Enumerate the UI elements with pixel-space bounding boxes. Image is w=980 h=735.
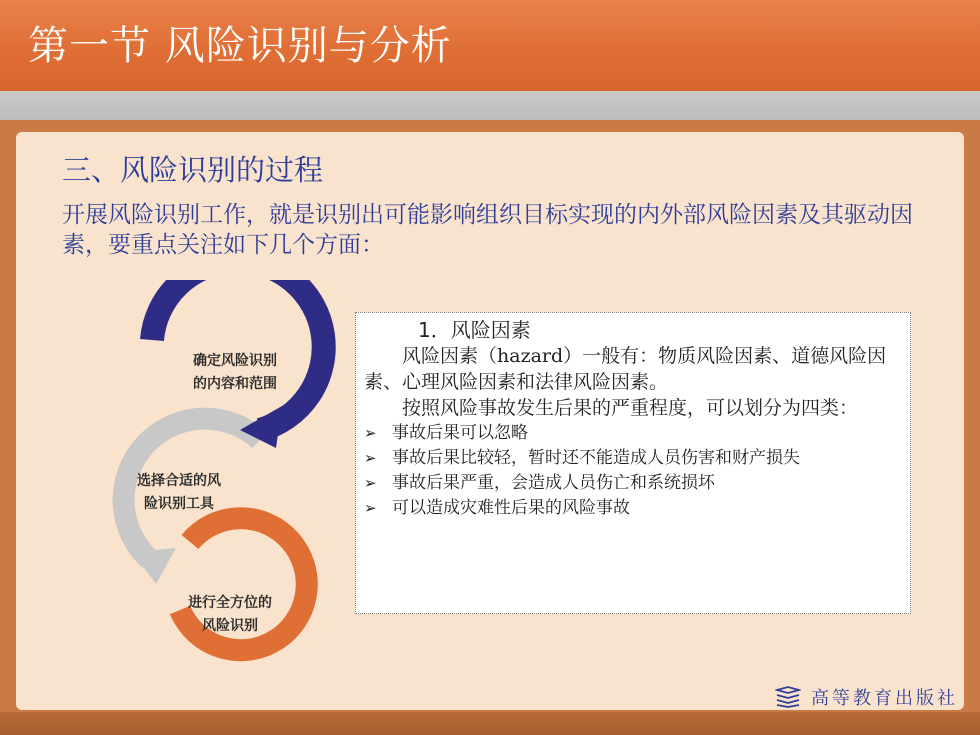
arrow-bullet-icon: ➢ <box>364 499 377 517</box>
footer-band <box>0 712 980 735</box>
slide-title: 第一节 风险识别与分析 <box>28 23 452 69</box>
publisher-name: 高等教育出版社 <box>811 688 958 709</box>
publisher-mark <box>775 684 958 710</box>
textbox-paragraph-1: 风险因素（hazard）一般有：物质风险因素、道德风险因素、心理风险因素和法律风险因素。 <box>364 345 887 393</box>
arrow-bullet-icon: ➢ <box>364 424 377 442</box>
intro-paragraph: 开展风险识别工作，就是识别出可能影响组织目标实现的内外部风险因素及其驱动因素，要重点关注如下几个方面： <box>62 202 913 258</box>
risk-factor-textbox <box>355 312 911 614</box>
textbox-title: 1．风险因素 <box>418 318 531 342</box>
textbox-paragraph-2: 按照风险事故发生后果的严重程度，可以划分为四类： <box>402 397 859 419</box>
divider-band <box>0 91 980 120</box>
title-bar <box>0 0 980 91</box>
list-item: ➢ 事故后果严重，会造成人员伤亡和系统损坏 <box>364 471 904 496</box>
list-item: ➢ 可以造成灾难性后果的风险事故 <box>364 496 904 521</box>
step-1-label: 确定风险识别 的内容和范围 <box>193 353 277 392</box>
book-stack-icon <box>775 686 801 708</box>
cycle-arrowhead-2 <box>132 548 176 584</box>
list-item: ➢ 事故后果比较轻，暂时还不能造成人员伤害和财产损失 <box>364 446 904 471</box>
list-item: ➢ 事故后果可以忽略 <box>364 421 904 446</box>
arrow-bullet-icon: ➢ <box>364 449 377 467</box>
step-2-label: 选择合适的风 险识别工具 <box>137 473 221 512</box>
section-heading: 三、风险识别的过程 <box>62 153 324 187</box>
process-cycle-diagram <box>80 280 370 700</box>
step-3-label: 进行全方位的 风险识别 <box>188 595 272 634</box>
arrow-bullet-icon: ➢ <box>364 474 377 492</box>
